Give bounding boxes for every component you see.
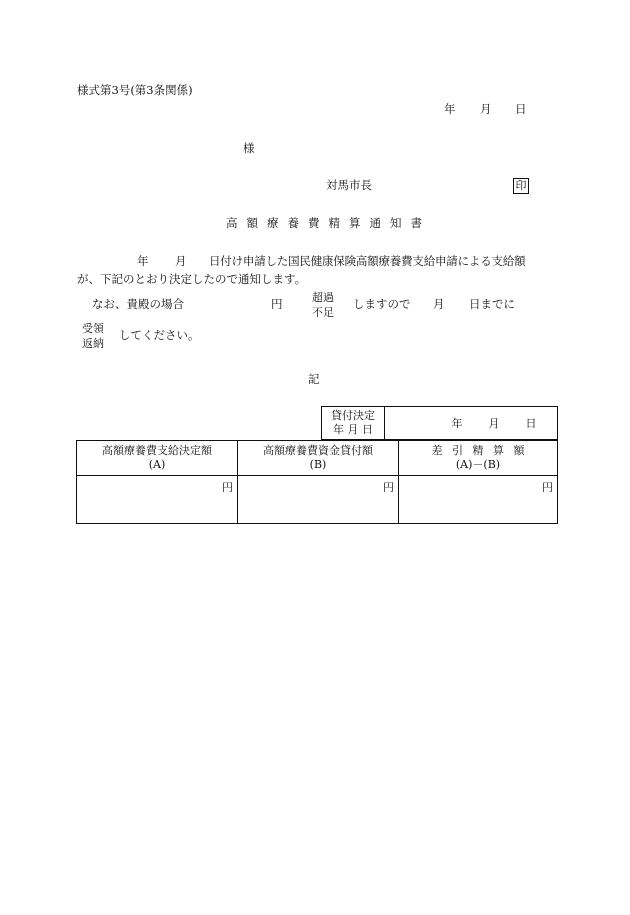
amounts-table bbox=[76, 440, 558, 524]
choice-receive: 受領 bbox=[82, 322, 104, 335]
title-char: 療 bbox=[267, 216, 279, 230]
amount-b-cell bbox=[238, 476, 399, 524]
choice-return: 返納 bbox=[82, 337, 104, 350]
choice-excess: 超過 bbox=[312, 291, 334, 304]
form-number: 様式第3号(第3条関係) bbox=[77, 83, 193, 97]
choice-shortage: 不足 bbox=[312, 306, 334, 319]
col-header-b bbox=[238, 441, 399, 476]
title-char: 精 bbox=[328, 216, 340, 230]
amount-a-cell bbox=[77, 476, 238, 524]
document-title bbox=[226, 217, 422, 231]
loan-date-table bbox=[321, 406, 558, 440]
title-char: 書 bbox=[410, 216, 422, 230]
col-b-name: 高額療養費資金貸付額 bbox=[263, 444, 373, 457]
issuer-title: 対馬市長 bbox=[326, 178, 372, 192]
loan-date-year: 年 bbox=[451, 417, 463, 430]
title-char: 養 bbox=[287, 216, 299, 230]
col-b-code: (B) bbox=[309, 458, 327, 471]
col-header-a bbox=[77, 441, 238, 476]
title-char: 通 bbox=[369, 216, 381, 230]
receive-return-choice bbox=[79, 321, 107, 351]
body-line3-lead: なお、貴殿の場合 bbox=[92, 297, 184, 311]
col-diff-name: 差 引 精 算 額 bbox=[431, 444, 525, 457]
title-char: 額 bbox=[246, 216, 258, 230]
header-date-month: 月 bbox=[480, 102, 492, 116]
amount-diff-unit: 円 bbox=[542, 481, 553, 494]
excess-shortage-choice bbox=[309, 290, 337, 320]
body-line1-year: 年 bbox=[137, 254, 149, 268]
header-date-day: 日 bbox=[515, 102, 527, 116]
title-char: 知 bbox=[390, 216, 402, 230]
amount-b-unit: 円 bbox=[383, 481, 394, 494]
body-line2-text: が、下記のとおり決定したので通知します。 bbox=[77, 272, 307, 286]
loan-date-day: 日 bbox=[525, 417, 537, 430]
body-line3-tail: 日までに bbox=[469, 297, 515, 311]
loan-date-label bbox=[322, 407, 385, 440]
title-char: 費 bbox=[308, 216, 320, 230]
loan-date-label-bottom: 年 月 日 bbox=[333, 423, 373, 436]
col-a-name: 高額療養費支給決定額 bbox=[102, 444, 212, 457]
loan-date-label-top: 貸付決定 bbox=[331, 409, 375, 422]
loan-date-month: 月 bbox=[488, 417, 500, 430]
seal-mark: 印 bbox=[513, 178, 529, 194]
body-line3-mid: しますので bbox=[353, 297, 411, 311]
body-line3-month: 月 bbox=[433, 297, 445, 311]
title-char: 算 bbox=[349, 216, 361, 230]
addressee-suffix: 様 bbox=[243, 141, 255, 155]
body-line3-yen: 円 bbox=[271, 297, 283, 311]
ki-heading: 記 bbox=[308, 372, 320, 386]
header-date-year: 年 bbox=[444, 102, 456, 116]
col-header-diff bbox=[399, 441, 558, 476]
col-a-code: (A) bbox=[148, 458, 166, 471]
body-line1-month: 月 bbox=[175, 254, 187, 268]
body-line1-text: 日付け申請した国民健康保険高額療養費支給申請による支給額 bbox=[209, 254, 526, 268]
amount-a-unit: 円 bbox=[222, 481, 233, 494]
loan-date-value bbox=[385, 407, 558, 440]
col-diff-code: (A)－(B) bbox=[455, 458, 501, 471]
title-char: 高 bbox=[226, 216, 238, 230]
amount-diff-cell bbox=[399, 476, 558, 524]
body-line4-tail: してください。 bbox=[119, 328, 200, 342]
